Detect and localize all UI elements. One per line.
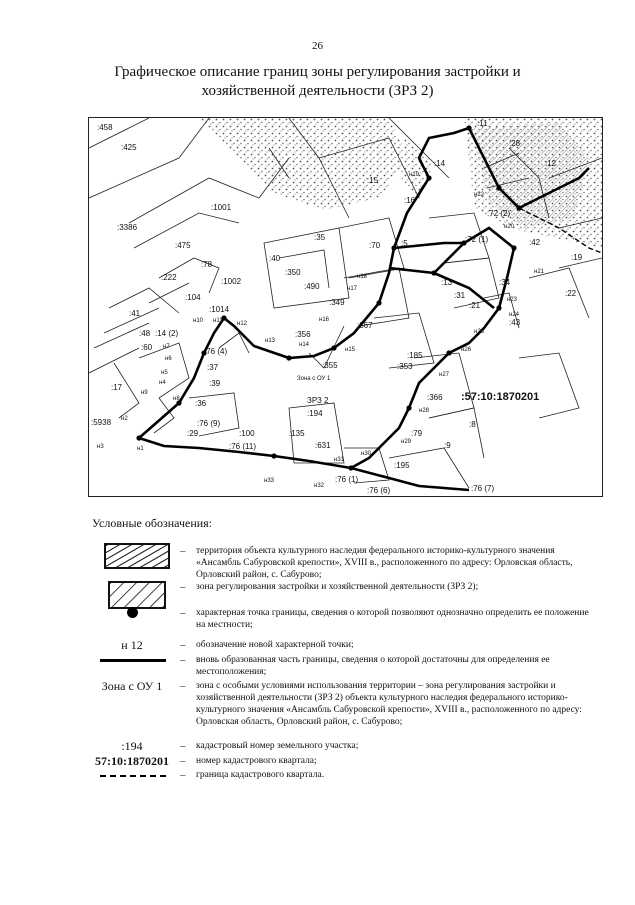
parcel-label: :8 bbox=[469, 420, 476, 429]
point-label: н24 bbox=[509, 312, 519, 318]
parcel-label: :14 (2) bbox=[155, 329, 179, 338]
parcel-label: :39 bbox=[209, 379, 221, 388]
point-label: н18 bbox=[357, 274, 367, 280]
parcel-label: :475 bbox=[175, 241, 191, 250]
parcel-label: :43 bbox=[509, 318, 521, 327]
point-label: н11 bbox=[213, 318, 223, 324]
zone-label: ЗРЗ 2 bbox=[307, 396, 329, 405]
parcel-label: :37 bbox=[207, 363, 219, 372]
point-label: н2 bbox=[121, 416, 128, 422]
legend-dash: – bbox=[180, 581, 186, 593]
legend-zone-ou bbox=[92, 679, 592, 739]
parcel-label: :366 bbox=[427, 393, 443, 402]
point-label: н22 bbox=[474, 192, 484, 198]
parcel-label: :100 bbox=[239, 429, 255, 438]
parcel-label: :3386 bbox=[117, 223, 138, 232]
heritage-area-speckle bbox=[199, 118, 409, 210]
page-title bbox=[60, 63, 575, 101]
point-label: н25 bbox=[474, 329, 484, 335]
parcel-label: :76 (7) bbox=[471, 484, 495, 493]
parcel-label: :353 bbox=[397, 362, 413, 371]
parcel-label: :222 bbox=[161, 273, 177, 282]
point-label: н33 bbox=[264, 478, 274, 484]
parcel-label: :194 bbox=[307, 409, 323, 418]
quarter-number-symbol: 57:10:1870201 bbox=[95, 754, 169, 768]
point-label: н10 bbox=[193, 318, 203, 324]
legend-dash: – bbox=[180, 769, 186, 781]
parcel-label: :76 (9) bbox=[197, 419, 221, 428]
parcel-label: :9 bbox=[444, 441, 451, 450]
parcel-label: :35 bbox=[314, 233, 326, 242]
parcel-label: :355 bbox=[322, 361, 338, 370]
point-label: н3 bbox=[97, 444, 104, 450]
legend-text: кадастровый номер земельного участка; bbox=[196, 741, 359, 751]
point-label: н4 bbox=[159, 380, 166, 386]
parcel-label: :16 bbox=[404, 196, 416, 205]
point-label: н13 bbox=[265, 338, 275, 344]
point-label: н15 bbox=[345, 347, 355, 353]
parcel-label: :42 bbox=[529, 238, 541, 247]
legend-dash: – bbox=[180, 654, 186, 666]
parcel-label: :350 bbox=[285, 268, 301, 277]
parcel-label: :19 bbox=[571, 253, 583, 262]
legend-text: граница кадастрового квартала. bbox=[196, 770, 325, 780]
page-number: 26 bbox=[312, 40, 323, 52]
parcel-label: :22 bbox=[565, 289, 577, 298]
parcel-label: :631 bbox=[315, 441, 331, 450]
zone-ou-symbol: Зона с ОУ 1 bbox=[101, 679, 163, 693]
parcel-label: :104 bbox=[185, 293, 201, 302]
parcel-label: :48 bbox=[139, 329, 151, 338]
parcel-label: :195 bbox=[394, 461, 410, 470]
parcel-label: :5 bbox=[401, 239, 408, 248]
legend-text: вновь образованная часть границы, сведения о которой достаточны для определения ее местоположения; bbox=[196, 655, 550, 677]
legend-point bbox=[92, 605, 592, 633]
parcel-label: :34 bbox=[499, 278, 511, 287]
point-label: н8 bbox=[173, 396, 180, 402]
parcel-label: :135 bbox=[289, 429, 305, 438]
point-label: н1 bbox=[137, 446, 144, 452]
parcel-label: :76 (11) bbox=[229, 442, 256, 451]
parcel-label: :17 bbox=[111, 383, 123, 392]
point-label: н30 bbox=[361, 451, 371, 457]
point-label: н5 bbox=[161, 370, 168, 376]
legend-heritage bbox=[92, 541, 592, 579]
point-label: н23 bbox=[507, 297, 517, 303]
point-label: н21 bbox=[534, 269, 544, 275]
point-label: н6 bbox=[165, 356, 172, 362]
point-dot-symbol bbox=[127, 607, 138, 618]
parcel-label: :72 (1) bbox=[465, 235, 489, 244]
point-label: н16 bbox=[319, 317, 329, 323]
legend-zone bbox=[92, 579, 592, 605]
legend-parcel-number bbox=[92, 739, 592, 755]
parcel-label: :1001 bbox=[211, 203, 232, 212]
parcel-label: :356 bbox=[295, 330, 311, 339]
parcel-label: :70 bbox=[369, 241, 381, 250]
point-label: н9 bbox=[141, 390, 148, 396]
parcel-label: :36 bbox=[195, 399, 207, 408]
parcel-label: :1002 bbox=[221, 277, 242, 286]
parcel-label: :12 bbox=[545, 159, 557, 168]
legend-dash: – bbox=[180, 639, 186, 651]
parcel-label: :458 bbox=[97, 123, 113, 132]
parcel-label: :60 bbox=[141, 343, 153, 352]
legend-text: номер кадастрового квартала; bbox=[196, 756, 317, 766]
parcel-label: :76 (1) bbox=[335, 475, 359, 484]
point-label: н32 bbox=[314, 483, 324, 489]
legend-dash: – bbox=[180, 545, 186, 557]
parcel-label: :185 bbox=[407, 351, 423, 360]
point-label: н17 bbox=[347, 286, 357, 292]
point-label: н29 bbox=[401, 439, 411, 445]
parcel-label: :76 (4) bbox=[204, 347, 228, 356]
legend-dash: – bbox=[180, 607, 186, 619]
parcel-label: :78 bbox=[201, 260, 213, 269]
legend-title: Условные обозначения: bbox=[92, 516, 213, 530]
point-label: н27 bbox=[439, 372, 449, 378]
legend-new-point bbox=[92, 638, 592, 654]
legend-dash: – bbox=[180, 680, 186, 692]
legend-text: зона с особыми условиями использования территории – зона регулирования застройки и хозяйственной деятельности (ЗРЗ 2) объекта культурного наследия федерального историко-культурного значения «Ансамбль Сабуровской крепости», XVIII в., расположенного по адресу: Орловская область, Орловский район, с. Сабурово; bbox=[196, 681, 582, 727]
quarter-boundary-symbol bbox=[100, 775, 166, 777]
map-drawing bbox=[89, 118, 602, 496]
legend-dash: – bbox=[180, 740, 186, 752]
parcel-label: :28 bbox=[509, 139, 521, 148]
parcel-label: :490 bbox=[304, 282, 320, 291]
parcel-label: :29 bbox=[187, 429, 199, 438]
parcel-label: :11 bbox=[477, 119, 488, 128]
legend-quarter-boundary bbox=[92, 768, 592, 784]
parcel-label: :1014 bbox=[209, 305, 230, 314]
hatched-territory-symbol bbox=[104, 543, 170, 569]
point-label: н31 bbox=[334, 457, 344, 463]
legend-text: обозначение новой характерной точки; bbox=[196, 640, 354, 650]
parcel-label: :79 bbox=[411, 429, 423, 438]
boundary-line-symbol bbox=[100, 659, 166, 662]
parcel-label: :367 bbox=[357, 321, 373, 330]
point-label: н26 bbox=[461, 347, 471, 353]
new-point-symbol: н 12 bbox=[121, 638, 143, 652]
legend-text: территория объекта культурного наследия федерального историко-культурного значения «Ансамбль Сабуровской крепости», XVIII в., расположенного по адресу: Орловская область, Орловский район, с. Сабурово; bbox=[196, 546, 573, 580]
parcel-label: :349 bbox=[329, 298, 345, 307]
parcel-label: :425 bbox=[121, 143, 137, 152]
legend-dash: – bbox=[180, 755, 186, 767]
point-label: н12 bbox=[237, 321, 247, 327]
parcel-label: :15 bbox=[367, 176, 379, 185]
parcel-label: :13 bbox=[441, 278, 453, 287]
parcel-label: :76 (6) bbox=[367, 486, 391, 495]
point-label: н19 bbox=[409, 172, 419, 178]
point-label: н20 bbox=[504, 224, 514, 230]
point-label: н28 bbox=[419, 408, 429, 414]
cadastral-map bbox=[88, 117, 603, 497]
legend-text: зона регулирования застройки и хозяйственной деятельности (ЗРЗ 2); bbox=[196, 582, 479, 592]
parcel-label: :5938 bbox=[91, 418, 112, 427]
parcel-label: :72 (2) bbox=[487, 209, 511, 218]
parcel-label: :41 bbox=[129, 309, 141, 318]
point-label: н14 bbox=[299, 342, 309, 348]
quarter-number-label: :57:10:1870201 bbox=[461, 391, 540, 403]
parcel-label: :21 bbox=[469, 301, 481, 310]
point-label: н7 bbox=[163, 344, 170, 350]
parcel-number-symbol: :194 bbox=[121, 739, 143, 753]
title-line-2: хозяйственной деятельности (ЗРЗ 2) bbox=[201, 83, 434, 99]
parcel-label: :31 bbox=[454, 291, 466, 300]
legend-text: характерная точка границы, сведения о которой позволяют однозначно определить ее положение на местности; bbox=[196, 608, 589, 630]
parcel-label: :14 bbox=[434, 159, 446, 168]
zone-ou-label: Зона с ОУ 1 bbox=[297, 376, 331, 382]
legend-boundary bbox=[92, 653, 592, 677]
parcel-label: :40 bbox=[269, 254, 281, 263]
title-line-1: Графическое описание границ зоны регулирования застройки и bbox=[114, 64, 521, 80]
